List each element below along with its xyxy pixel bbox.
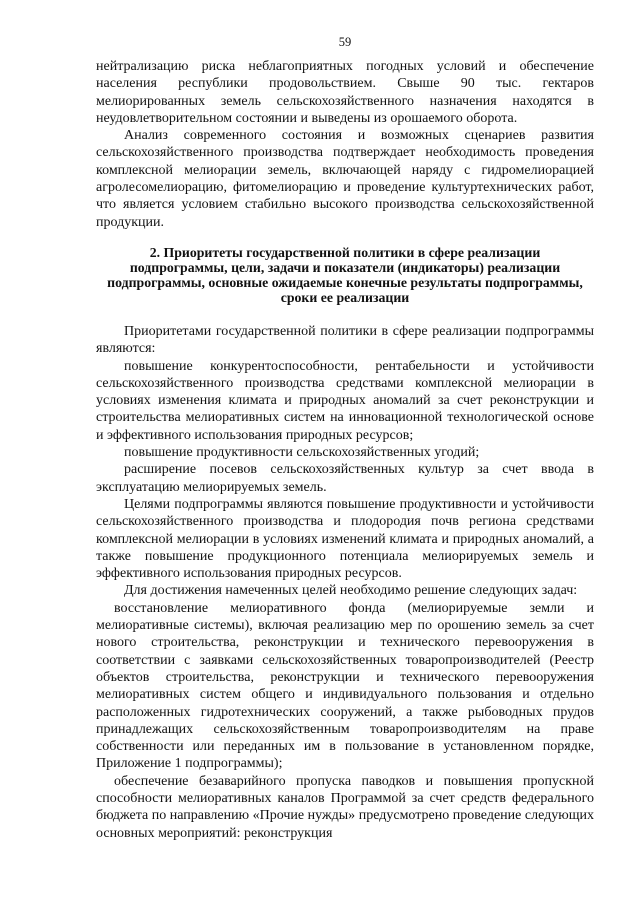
paragraph-priorities-intro: Приоритетами государственной политики в сфере реализации подпрограммы являются: [96, 323, 594, 357]
paragraph-priority-crops: расширение посевов сельскохозяйственных культур за счет ввода в эксплуатацию мелиорируемых земель. [96, 462, 594, 495]
paragraph-task-flood-passage: обеспечение безаварийного пропуска паводков и повышения пропускной способности мелиоративных каналов Программой за счет средств федерального бюджета по направлению «Прочие нужды» предусмотрено проведение следующих основных мероприятий: реконструкция [96, 773, 594, 841]
paragraph-tasks-intro: Для достижения намеченных целей необходимо решение следующих задач: [124, 583, 578, 599]
paragraph-intro-continuation: нейтрализацию риска неблагоприятных погодных условий и обеспечение населения республики продовольствием. Свыше 90 тыс. гектаров мелиорированных земель сельскохозяйственного назначения находятся в неудовлетворительном состоянии и выведены из орошаемого оборота. [96, 59, 594, 126]
page-number: 59 [338, 35, 352, 49]
paragraph-task-restoration: восстановление мелиоративного фонда (мелиорируемые земли и мелиоративные системы), включая реализацию мер по орошению земель за счет нового строительства, реконструкции и технического перевооружения в соответствии с заявками сельскохозяйственных товаропроизводителей (Реестр объектов строительства, реконструкции и технического перевооружения мелиоративных систем общего и индивидуального пользования и отдельно расположенных гидротехнических сооружений, а также рыбоводных прудов принадлежащих сельскохозяйственным товаропроизводителям на праве собственности или переданных им в пользование в установленном порядке, Приложение 1 подпрограммы); [96, 600, 594, 772]
paragraph-goals: Целями подпрограммы являются повышение продуктивности и устойчивости сельскохозяйственного производства и плодородия почв региона средствами комплексной мелиорации в условиях изменений климата и природных аномалий, а также повышение продукционного потенциала мелиорируемых земель и эффективного использования природных ресурсов. [96, 496, 594, 582]
paragraph-priority-productivity: повышение продуктивности сельскохозяйственных угодий; [124, 445, 480, 461]
paragraph-analysis: Анализ современного состояния и возможных сценариев развития сельскохозяйственного производства подтверждает необходимость проведения комплексной мелиорации земель, включающей наряду с гидромелиорацией агролесомелиорацию, фитомелиорацию и проведение культуртехнических работ, что является условием стабильно высокого производства сельскохозяйственной продукции. [96, 128, 594, 230]
section-heading: 2. Приоритеты государственной политики в сфере реализации подпрограммы, цели, задачи и показатели (индикаторы) реализации подпрограммы, основные ожидаемые конечные результаты подпрограммы, сроки ее реализации [107, 244, 583, 305]
paragraph-priority-competitiveness: повышение конкурентоспособности, рентабельности и устойчивости сельскохозяйственного производства средствами комплексной мелиорации в условиях изменения климата и природных аномалий за счет реконструкции и строительства мелиоративных систем на инновационной технологической основе и эффективного использования природных ресурсов; [96, 358, 594, 443]
document-page [96, 34, 594, 842]
